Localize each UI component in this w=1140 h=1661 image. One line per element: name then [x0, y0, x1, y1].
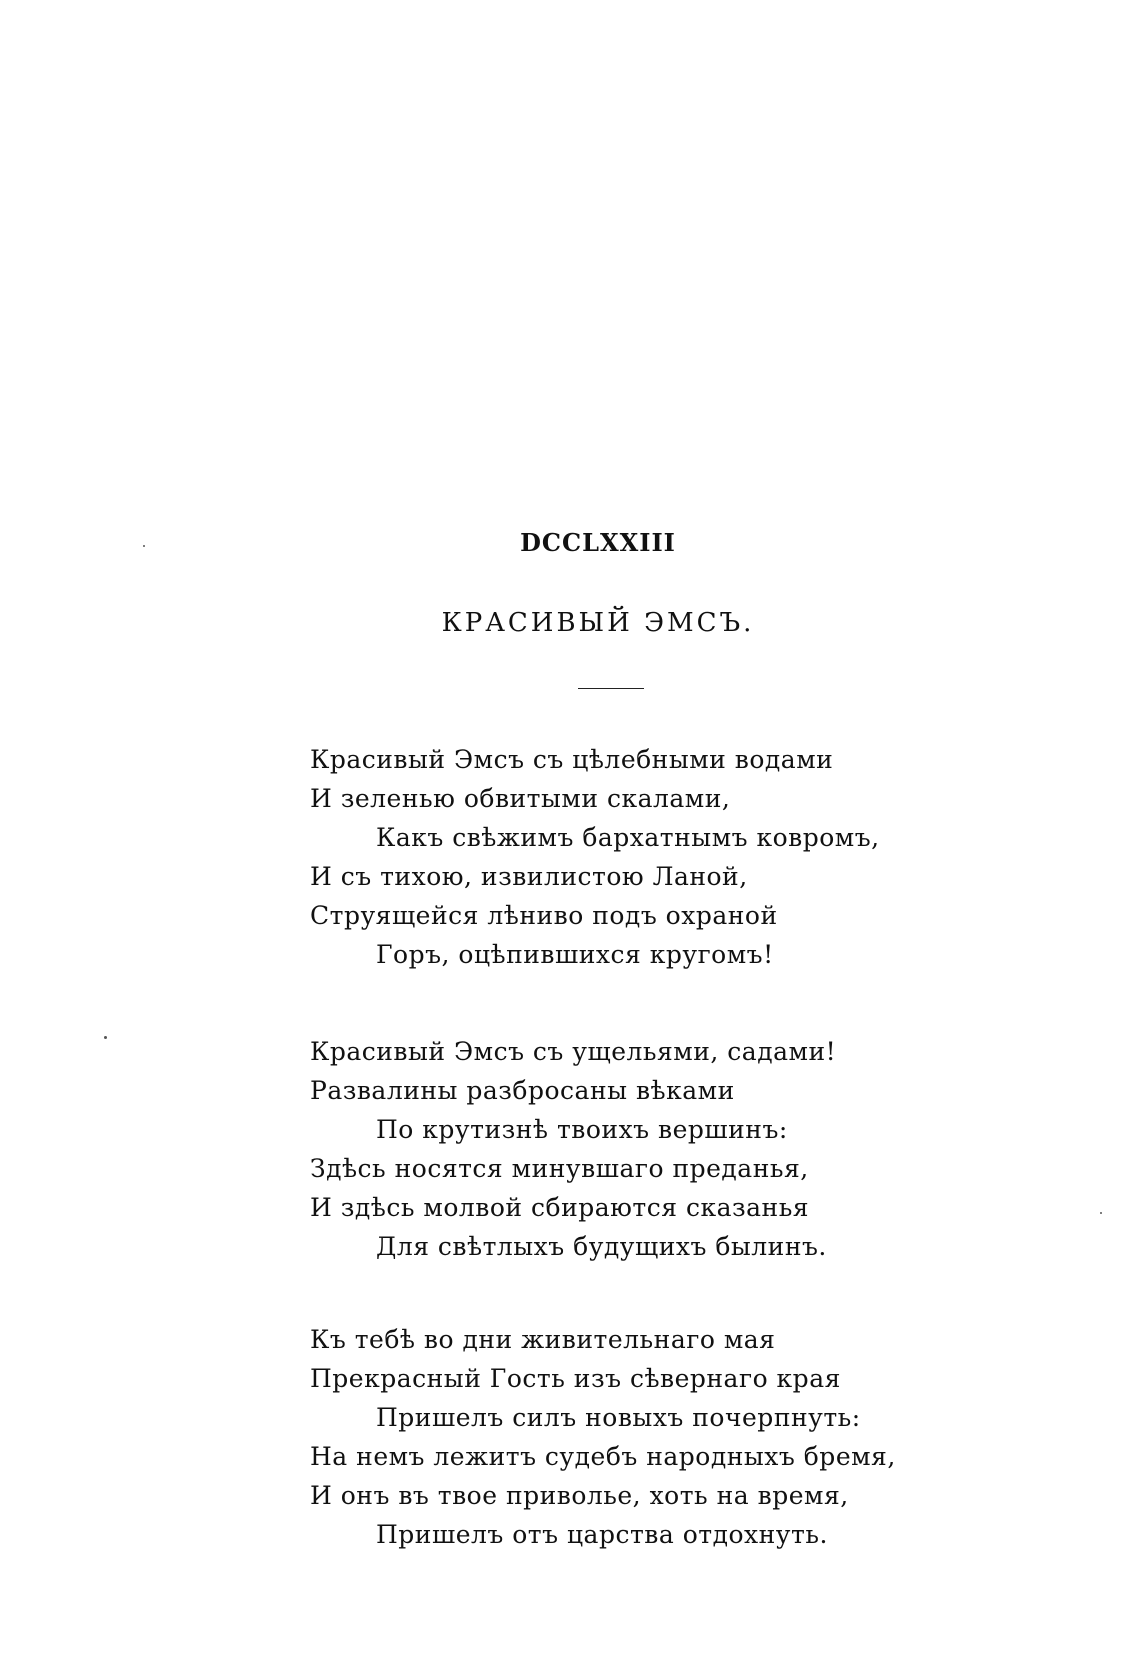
verse-line: Красивый Эмсъ съ цѣлебными водами	[310, 745, 834, 774]
verse-line-indented: Пришелъ отъ царства отдохнуть.	[376, 1520, 828, 1549]
poem-number-text: DCCLXXIII	[520, 528, 676, 557]
verse-line: И онъ въ твое приволье, хоть на время,	[310, 1481, 849, 1510]
verse-line: На немъ лежитъ судебъ народныхъ бремя,	[310, 1442, 896, 1471]
verse-line: Здѣсь носятся минувшаго преданья,	[310, 1154, 809, 1183]
paper-speck	[1100, 1212, 1102, 1214]
verse-line: Струящейся лѣниво подъ охраной	[310, 901, 778, 930]
poem-title-text: КРАСИВЫЙ ЭМСЪ.	[441, 608, 755, 638]
poem-title	[0, 608, 1140, 638]
verse-line: Прекрасный Гость изъ сѣвернаго края	[310, 1364, 841, 1393]
poem-number	[0, 528, 1140, 557]
verse-line: И съ тихою, извилистою Ланой,	[310, 862, 748, 891]
verse-line-indented: Пришелъ силъ новыхъ почерпнуть:	[376, 1403, 861, 1432]
verse-line-indented: По крутизнѣ твоихъ вершинъ:	[376, 1115, 788, 1144]
verse-line-indented: Какъ свѣжимъ бархатнымъ ковромъ,	[376, 823, 880, 852]
stanza-1	[310, 740, 880, 974]
verse-line: Къ тебѣ во дни живительнаго мая	[310, 1325, 776, 1354]
verse-line: Красивый Эмсъ съ ущельями, садами!	[310, 1037, 837, 1066]
stanza-3	[310, 1320, 896, 1554]
verse-line: Развалины разбросаны вѣками	[310, 1076, 735, 1105]
paper-speck	[104, 1036, 107, 1039]
verse-line: И здѣсь молвой сбираются сказанья	[310, 1193, 810, 1222]
title-divider	[578, 688, 644, 689]
verse-line: И зеленью обвитыми скалами,	[310, 784, 731, 813]
verse-line-indented: Горъ, оцѣпившихся кругомъ!	[376, 940, 774, 969]
stanza-2	[310, 1032, 836, 1266]
verse-line-indented: Для свѣтлыхъ будущихъ былинъ.	[376, 1232, 827, 1261]
